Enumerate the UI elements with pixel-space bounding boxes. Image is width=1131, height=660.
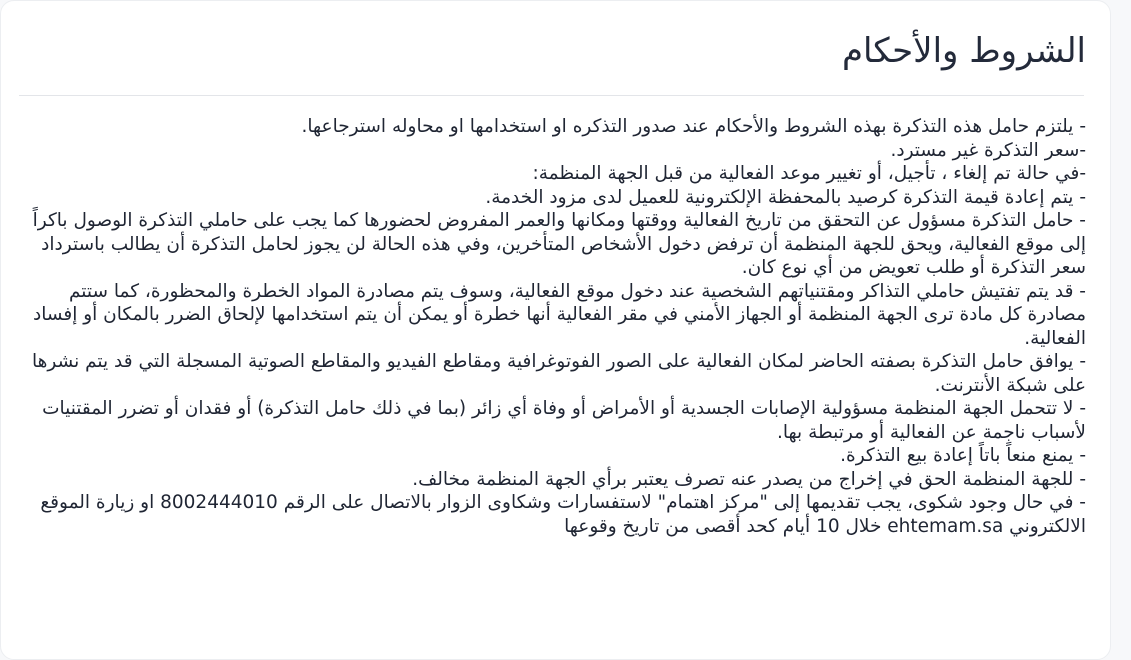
term-item: - حامل التذكرة مسؤول عن التحقق من تاريخ الفعالية ووقتها ومكانها والعمر المفروض لحضورها كما يجب على حاملي التذكرة الوصول باكراً إلى موقع الفعالية، ويحق للجهة المنظمة أن ترفض دخول الأشخاص المتأخرين، وفي هذه الحالة لن يجوز لحامل التذكرة أن يطالب باسترداد سعر التذكرة أو طلب تعويض من أي نوع كان.: [32, 210, 1086, 278]
page-title: الشروط والأحكام: [841, 31, 1086, 71]
term-item: - قد يتم تفتيش حاملي التذاكر ومقتنياتهم الشخصية عند دخول موقع الفعالية، وسوف يتم مصادرة المواد الخطرة والمحظورة، كما ستتم مصادرة كل مادة ترى الجهة المنظمة أو الجهاز الأمني في مقر الفعالية أنها خطرة أو يمكن أن يتم استخدامها لإلحاق الضرر بالمكان أو إفساد الفعالية.: [32, 280, 1086, 349]
terms-list: [19, 115, 1086, 538]
term-item: - لا تتحمل الجهة المنظمة مسؤولية الإصابات الجسدية أو الأمراض أو وفاة أي زائر (بما في ذلك حامل التذكرة) أو فقدان أو تضرر المقتنيات لأسباب ناجمة عن الفعالية أو مرتبطة بها.: [42, 398, 1086, 443]
term-item: -في حالة تم إلغاء ، تأجيل، أو تغيير موعد الفعالية من قبل الجهة المنظمة:: [532, 163, 1086, 184]
term-item: - يلتزم حامل هذه التذكرة بهذه الشروط والأحكام عند صدور التذكره او استخدامها او محاوله استرجاعها.: [301, 116, 1086, 137]
term-item: - يوافق حامل التذكرة بصفته الحاضر لمكان الفعالية على الصور الفوتوغرافية ومقاطع الفيديو والمقاطع الصوتية المسجلة التي قد يتم نشرها على شبكة الأنترنت.: [31, 351, 1086, 396]
term-item: - في حال وجود شكوى، يجب تقديمها إلى "مركز اهتمام" لاستفسارات وشكاوى الزوار بالاتصال على الرقم 8002444010 او زيارة الموقع الالكتروني ehtemam.sa خلال 10 أيام كحد أقصى من تاريخ وقوعها: [40, 492, 1086, 537]
title-divider: [19, 95, 1084, 96]
term-item: - يتم إعادة قيمة التذكرة كرصيد بالمحفظة الإلكترونية للعميل لدى مزود الخدمة.: [485, 186, 1086, 208]
term-item: - للجهة المنظمة الحق في إخراج من يصدر عنه تصرف يعتبر برأي الجهة المنظمة مخالف.: [412, 468, 1086, 490]
term-item: - يمنع منعاً باتاً إعادة بيع التذكرة.: [840, 445, 1086, 466]
term-item: -سعر التذكرة غير مسترد.: [890, 139, 1086, 161]
